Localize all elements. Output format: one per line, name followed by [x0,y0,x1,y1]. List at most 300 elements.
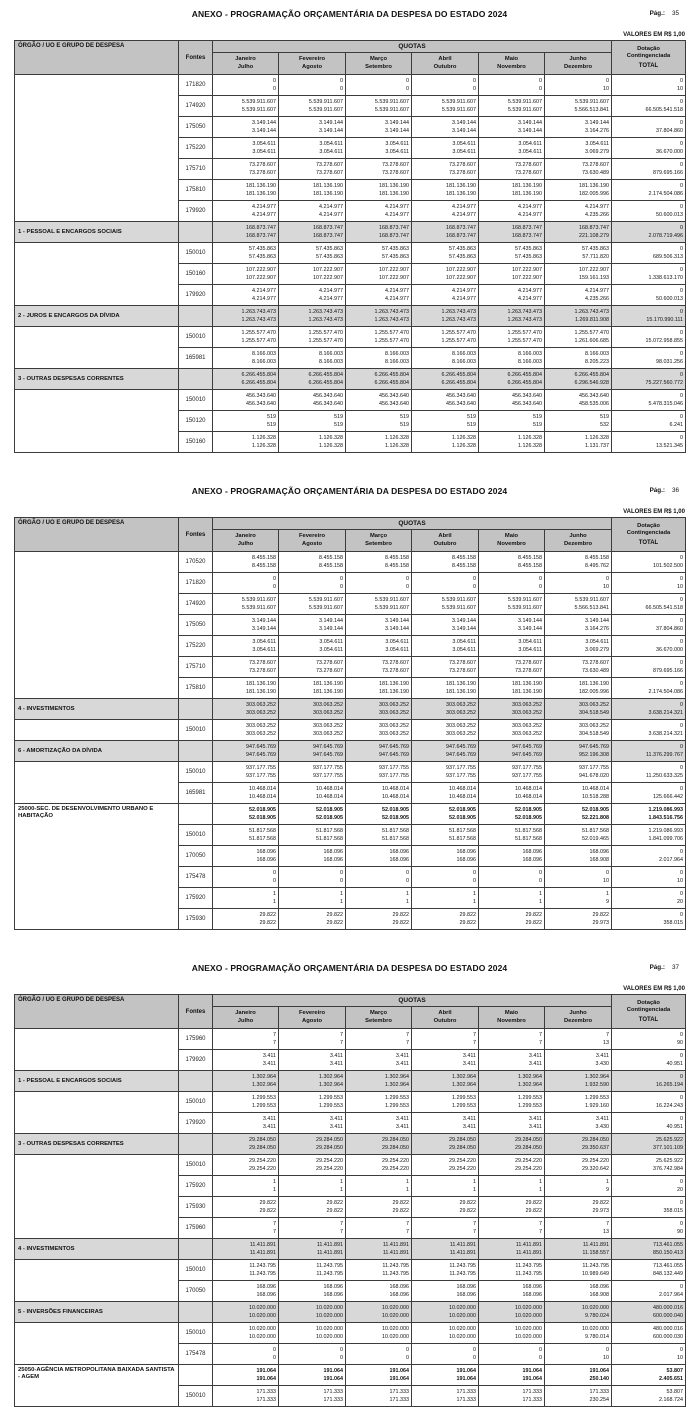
fonte-cell: 150010 [179,825,213,846]
dotacao-total-cell: 0 125.666.442 [612,783,686,804]
quota-cell: 168.096 168.096 [479,846,545,867]
fonte-cell [179,699,213,720]
quota-cell: 171.333 171.333 [213,1386,279,1407]
dotacao-total-cell: 713.461.055 850.150.413 [612,1239,686,1260]
dotacao-total-cell: 0 66.505.541.518 [612,96,686,117]
quota-cell: 519 532 [545,411,612,432]
quota-cell: 1.126.328 1.131.737 [545,432,612,453]
quota-cell: 1.302.964 1.302.964 [479,1071,545,1092]
quota-cell: 191.064 191.064 [279,1365,346,1386]
quota-cell: 10.020.000 10.020.000 [479,1302,545,1323]
quota-cell: 5.539.911.607 5.539.911.607 [279,96,346,117]
quota-cell: 303.063.252 303.063.252 [346,720,412,741]
fonte-cell: 175478 [179,867,213,888]
fonte-cell: 175960 [179,1218,213,1239]
orgao-empty-cell [15,1029,179,1071]
quota-cell: 171.333 171.333 [412,1386,479,1407]
quota-cell: 3.149.144 3.149.144 [213,615,279,636]
dotacao-total-cell: 0 3.638.214.321 [612,699,686,720]
quota-cell: 7 7 [412,1218,479,1239]
orgao-empty-cell [15,1323,179,1365]
quota-cell: 1.302.964 1.302.964 [279,1071,346,1092]
dotacao-total-cell: 0 16.224.243 [612,1092,686,1113]
quota-cell: 29.284.050 29.284.050 [412,1134,479,1155]
dotacao-total-cell: 0 90 [612,1029,686,1050]
quota-cell: 7 7 [213,1029,279,1050]
quota-cell: 1.255.577.470 1.255.577.470 [412,327,479,348]
quota-cell: 10.020.000 10.020.000 [213,1302,279,1323]
group-label-cell: 1 - PESSOAL E ENCARGOS SOCIAIS [15,1071,179,1092]
quota-cell: 1.126.328 1.126.328 [346,432,412,453]
quota-cell: 5.539.911.607 5.566.513.841 [545,594,612,615]
quota-cell: 5.539.911.607 5.539.911.607 [479,594,545,615]
quota-cell: 168.873.747 168.873.747 [412,222,479,243]
quota-cell: 10.468.014 10.468.014 [279,783,346,804]
quota-cell: 5.539.911.607 5.539.911.607 [213,594,279,615]
quota-cell: 1.255.577.470 1.255.577.470 [213,327,279,348]
fonte-cell: 175220 [179,138,213,159]
total-label: TOTAL [638,539,659,546]
quota-cell: 947.645.769 952.196.308 [545,741,612,762]
quota-cell: 0 0 [479,573,545,594]
quota-cell: 181.136.190 181.136.190 [346,180,412,201]
anexo-section [0,0,699,453]
quota-cell: 0 10 [545,573,612,594]
month-column-header: Abril Outubro [412,1007,479,1029]
dotacao-total-cell: 0 15.072.958.855 [612,327,686,348]
quota-cell: 0 0 [346,867,412,888]
org-row [15,1365,686,1386]
quota-cell: 0 0 [213,867,279,888]
quota-cell: 29.822 29.822 [346,1197,412,1218]
quota-cell: 57.435.863 57.435.863 [412,243,479,264]
quota-cell: 8.455.158 8.455.158 [412,552,479,573]
month-column-header: Fevereiro Agosto [279,53,346,75]
quota-cell: 0 0 [279,1344,346,1365]
dotacao-total-cell: 480.000.016 600.000.030 [612,1323,686,1344]
quota-cell: 10.020.000 9.780.014 [545,1323,612,1344]
quota-cell: 11.411.891 11.411.891 [412,1239,479,1260]
quota-cell: 519 519 [479,411,545,432]
quota-cell: 3.411 3.411 [412,1050,479,1071]
quota-cell: 11.411.891 11.411.891 [479,1239,545,1260]
quota-cell: 3.149.144 3.164.276 [545,117,612,138]
quota-cell: 1 1 [479,1176,545,1197]
orgao-column-header: ÓRGÃO / UO E GRUPO DE DESPESA [15,41,179,75]
quota-cell: 8.455.158 8.495.762 [545,552,612,573]
dotacao-total-cell: 1.219.086.993 1.843.516.756 [612,804,686,825]
dotacao-total-cell: 0 2.017.964 [612,1281,686,1302]
quota-cell: 10.468.014 10.468.014 [479,783,545,804]
quota-cell: 57.435.863 57.711.820 [545,243,612,264]
quota-cell: 107.222.907 159.161.193 [545,264,612,285]
fonte-cell [179,222,213,243]
fonte-cell: 171820 [179,573,213,594]
quota-cell: 171.333 171.333 [279,1386,346,1407]
quota-cell: 0 10 [545,867,612,888]
quota-cell: 171.333 171.333 [346,1386,412,1407]
fonte-cell: 165981 [179,348,213,369]
quota-cell: 3.149.144 3.149.144 [279,117,346,138]
fonte-cell: 150010 [179,762,213,783]
dotacao-total-cell: 0 11.376.299.767 [612,741,686,762]
month-column-header: Março Setembro [346,530,412,552]
quota-cell: 73.278.607 73.278.607 [346,159,412,180]
quota-cell: 107.222.907 107.222.907 [213,264,279,285]
quota-cell: 29.822 29.973 [545,909,612,930]
quota-cell: 52.018.905 52.018.905 [346,804,412,825]
dotacao-total-cell: 0 90 [612,1218,686,1239]
quota-cell: 0 0 [346,75,412,96]
fonte-cell: 150010 [179,390,213,411]
values-note: VALORES EM R$ 1,00 [623,32,685,38]
quota-cell: 4.214.977 4.214.977 [479,201,545,222]
table-row [15,390,686,411]
quota-cell: 5.539.911.607 5.539.911.607 [479,96,545,117]
quota-cell: 181.136.190 181.136.190 [412,678,479,699]
quota-cell: 107.222.907 107.222.907 [279,264,346,285]
dotacao-total-cell: 0 879.695.166 [612,159,686,180]
quota-cell: 29.284.050 29.284.050 [479,1134,545,1155]
fonte-cell: 170050 [179,846,213,867]
quota-cell: 1.299.553 1.299.553 [412,1092,479,1113]
budget-table [14,994,686,1407]
quota-cell: 519 519 [213,411,279,432]
quota-cell: 8.166.003 8.166.003 [479,348,545,369]
fonte-cell: 175930 [179,909,213,930]
table-row [15,1092,686,1113]
quota-cell: 456.343.640 456.343.640 [412,390,479,411]
quota-cell: 4.214.977 4.214.977 [412,285,479,306]
quota-cell: 57.435.863 57.435.863 [279,243,346,264]
quota-cell: 168.096 168.096 [479,1281,545,1302]
quota-cell: 168.096 168.096 [213,846,279,867]
quota-cell: 519 519 [279,411,346,432]
quota-cell: 52.018.905 52.018.905 [479,804,545,825]
quota-cell: 11.411.891 11.411.891 [279,1239,346,1260]
quota-cell: 303.063.252 303.063.252 [346,699,412,720]
quota-cell: 168.096 168.096 [346,1281,412,1302]
dotacao-total-cell: 0 37.804.860 [612,615,686,636]
quota-cell: 181.136.190 181.136.190 [479,678,545,699]
quota-cell: 181.136.190 181.136.190 [346,678,412,699]
fonte-cell: 150010 [179,327,213,348]
quota-cell: 3.149.144 3.149.144 [479,615,545,636]
month-column-header: Março Setembro [346,53,412,75]
quota-cell: 57.435.863 57.435.863 [479,243,545,264]
quota-cell: 73.278.607 73.278.607 [412,657,479,678]
quota-cell: 10.020.000 10.020.000 [412,1323,479,1344]
month-column-header: Junho Dezembro [545,53,612,75]
quota-cell: 303.063.252 303.063.252 [279,699,346,720]
fonte-cell: 179920 [179,1113,213,1134]
quota-cell: 3.149.144 3.149.144 [346,117,412,138]
dotacao-total-cell: 53.807 2.168.724 [612,1386,686,1407]
quota-cell: 1.302.964 1.302.964 [412,1071,479,1092]
dotacao-line2: Contingenciada [626,52,671,59]
quota-cell: 1 1 [279,1176,346,1197]
quota-cell: 3.054.611 3.054.611 [279,636,346,657]
table-row [15,1323,686,1344]
quota-cell: 3.411 3.411 [213,1113,279,1134]
month-column-header: Junho Dezembro [545,1007,612,1029]
org-label-cell: 25050-AGÊNCIA METROPOLITANA BAIXADA SANTISTA - AGEM [15,1365,179,1407]
quota-cell: 29.284.050 29.284.050 [279,1134,346,1155]
quota-cell: 3.149.144 3.149.144 [412,117,479,138]
quota-cell: 168.096 168.908 [545,846,612,867]
org-row [15,804,686,825]
page-number: 37 [671,964,679,971]
quota-cell: 0 0 [412,1344,479,1365]
quota-cell: 168.873.747 168.873.747 [279,222,346,243]
quota-cell: 4.214.977 4.214.977 [213,201,279,222]
fonte-cell: 175930 [179,1197,213,1218]
fonte-cell: 170050 [179,1281,213,1302]
page-label: Pág.: [649,487,665,494]
quota-cell: 1.299.553 1.929.160 [545,1092,612,1113]
dotacao-line1: Dotação [637,522,660,529]
quota-cell: 3.411 3.411 [479,1113,545,1134]
quota-cell: 107.222.907 107.222.907 [479,264,545,285]
quota-cell: 3.054.611 3.054.611 [479,636,545,657]
fontes-column-header: Fontes [179,41,213,75]
quota-cell: 1.263.743.473 1.263.743.473 [213,306,279,327]
quota-cell: 937.177.755 937.177.755 [346,762,412,783]
quota-cell: 51.817.568 51.817.568 [279,825,346,846]
quota-cell: 4.214.977 4.235.266 [545,285,612,306]
quota-cell: 7 13 [545,1029,612,1050]
quota-cell: 1 9 [545,888,612,909]
quota-cell: 8.166.003 8.205.223 [545,348,612,369]
quota-cell: 303.063.252 303.063.252 [213,699,279,720]
quota-cell: 1.126.328 1.126.328 [213,432,279,453]
dotacao-total-cell: 0 2.174.504.086 [612,678,686,699]
quota-cell: 3.054.611 3.054.611 [412,636,479,657]
fontes-column-header: Fontes [179,995,213,1029]
budget-table [14,40,686,453]
quota-cell: 5.539.911.607 5.539.911.607 [279,594,346,615]
quota-cell: 11.243.795 10.989.649 [545,1260,612,1281]
quota-cell: 3.149.144 3.149.144 [479,117,545,138]
quota-cell: 0 0 [279,867,346,888]
page-indicator [650,10,679,17]
quota-cell: 6.266.455.804 6.266.455.804 [412,369,479,390]
table-row [15,720,686,741]
dotacao-total-cell: 0 16.265.194 [612,1071,686,1092]
orgao-empty-cell [15,327,179,369]
table-row [15,243,686,264]
quota-cell: 4.214.977 4.214.977 [213,285,279,306]
quota-cell: 10.468.014 10.468.014 [213,783,279,804]
fonte-cell: 175050 [179,615,213,636]
fonte-cell: 175810 [179,180,213,201]
group-label-cell: 6 - AMORTIZAÇÃO DA DÍVIDA [15,741,179,762]
fonte-cell [179,804,213,825]
quota-cell: 4.214.977 4.214.977 [479,285,545,306]
page-title: ANEXO - PROGRAMAÇÃO ORÇAMENTÁRIA DA DESPESA DO ESTADO 2024 [191,963,508,973]
quota-cell: 3.149.144 3.149.144 [213,117,279,138]
fonte-cell: 150010 [179,243,213,264]
orgao-empty-cell [15,762,179,804]
dotacao-total-cell: 0 36.670.000 [612,138,686,159]
orgao-empty-cell [15,720,179,741]
dotacao-total-cell: 0 689.506.313 [612,243,686,264]
quota-cell: 171.333 171.333 [479,1386,545,1407]
quota-cell: 191.064 191.064 [412,1365,479,1386]
quota-cell: 937.177.755 937.177.755 [412,762,479,783]
quota-cell: 1 1 [479,888,545,909]
quota-cell: 3.054.611 3.069.279 [545,636,612,657]
dotacao-total-cell: 0 20 [612,1176,686,1197]
quota-cell: 3.411 3.411 [479,1050,545,1071]
quota-cell: 0 0 [279,573,346,594]
section-header [0,954,699,978]
quota-cell: 519 519 [346,411,412,432]
month-column-header: Maio Novembro [479,1007,545,1029]
dotacao-total-cell: 25.625.922 376.742.984 [612,1155,686,1176]
dotacao-total-cell: 0 15.170.990.111 [612,306,686,327]
dotacao-column-header [612,995,686,1029]
quota-cell: 107.222.907 107.222.907 [412,264,479,285]
quota-cell: 191.064 191.064 [346,1365,412,1386]
fonte-cell: 150010 [179,1386,213,1407]
fonte-cell [179,1365,213,1386]
quota-cell: 7 7 [346,1029,412,1050]
quota-cell: 3.411 3.411 [412,1113,479,1134]
quota-cell: 0 0 [213,573,279,594]
quota-cell: 181.136.190 182.005.996 [545,180,612,201]
fonte-cell: 179920 [179,201,213,222]
quota-cell: 3.411 3.430 [545,1050,612,1071]
fonte-cell [179,1134,213,1155]
fonte-cell: 150010 [179,1155,213,1176]
quota-cell: 1 1 [279,888,346,909]
page-number: 36 [671,487,679,494]
quota-cell: 10.020.000 10.020.000 [213,1323,279,1344]
quota-cell: 937.177.755 937.177.755 [213,762,279,783]
quota-cell: 52.018.905 52.018.905 [279,804,346,825]
month-column-header: Janeiro Julho [213,53,279,75]
total-label: TOTAL [638,62,659,69]
quota-cell: 303.063.252 303.063.252 [412,720,479,741]
dotacao-line1: Dotação [637,45,660,52]
quota-cell: 1.299.553 1.299.553 [213,1092,279,1113]
orgao-empty-cell [15,1092,179,1134]
quota-cell: 191.064 250.140 [545,1365,612,1386]
quota-cell: 29.254.220 29.254.220 [213,1155,279,1176]
quota-cell: 3.054.611 3.054.611 [213,138,279,159]
dotacao-total-cell: 0 6.241 [612,411,686,432]
quota-cell: 168.096 168.096 [213,1281,279,1302]
quota-cell: 51.817.568 51.817.568 [213,825,279,846]
month-column-header: Maio Novembro [479,53,545,75]
quota-cell: 1.126.328 1.126.328 [479,432,545,453]
fonte-cell: 150010 [179,720,213,741]
dotacao-total-cell: 0 98.031.256 [612,348,686,369]
quota-cell: 5.539.911.607 5.539.911.607 [346,594,412,615]
quota-cell: 8.455.158 8.455.158 [479,552,545,573]
dotacao-total-cell: 0 40.951 [612,1050,686,1071]
quota-cell: 52.018.905 52.018.905 [213,804,279,825]
quota-cell: 4.214.977 4.235.266 [545,201,612,222]
group-row [15,699,686,720]
quota-cell: 4.214.977 4.214.977 [346,201,412,222]
fontes-column-header: Fontes [179,518,213,552]
quota-cell: 29.822 29.822 [479,909,545,930]
quota-cell: 5.539.911.607 5.539.911.607 [346,96,412,117]
quota-cell: 11.243.795 11.243.795 [479,1260,545,1281]
fonte-cell: 175920 [179,1176,213,1197]
section-header [0,0,699,24]
quota-cell: 303.063.252 303.063.252 [213,720,279,741]
quota-cell: 11.411.891 11.411.891 [213,1239,279,1260]
dotacao-total-cell: 0 10 [612,75,686,96]
group-label-cell: 1 - PESSOAL E ENCARGOS SOCIAIS [15,222,179,243]
group-row [15,741,686,762]
fonte-cell [179,306,213,327]
fonte-cell: 179920 [179,285,213,306]
values-note: VALORES EM R$ 1,00 [623,509,685,515]
quota-cell: 73.278.607 73.278.607 [412,159,479,180]
quota-cell: 10.468.014 10.468.014 [346,783,412,804]
quota-cell: 181.136.190 181.136.190 [213,180,279,201]
group-label-cell: 4 - INVESTIMENTOS [15,1239,179,1260]
quota-cell: 1.255.577.470 1.255.577.470 [279,327,346,348]
section-header [0,477,699,501]
dotacao-total-cell: 0 3.638.214.321 [612,720,686,741]
anexo-section [0,477,699,930]
page-title: ANEXO - PROGRAMAÇÃO ORÇAMENTÁRIA DA DESPESA DO ESTADO 2024 [191,9,508,19]
quota-cell: 29.822 29.973 [545,1197,612,1218]
quota-cell: 29.284.050 29.284.050 [346,1134,412,1155]
quota-cell: 3.411 3.411 [346,1050,412,1071]
quota-cell: 937.177.755 937.177.755 [279,762,346,783]
dotacao-total-cell: 713.461.055 848.132.449 [612,1260,686,1281]
quota-cell: 947.645.769 947.645.769 [412,741,479,762]
quota-cell: 51.817.568 52.019.465 [545,825,612,846]
group-row [15,1134,686,1155]
dotacao-total-cell: 0 10 [612,867,686,888]
fonte-cell: 175478 [179,1344,213,1365]
quota-cell: 57.435.863 57.435.863 [213,243,279,264]
quota-cell: 3.149.144 3.149.144 [412,615,479,636]
dotacao-total-cell: 0 40.951 [612,1113,686,1134]
month-column-header: Maio Novembro [479,530,545,552]
quota-cell: 29.822 29.822 [346,909,412,930]
dotacao-total-cell: 480.000.016 600.000.040 [612,1302,686,1323]
quota-cell: 6.266.455.804 6.266.455.804 [346,369,412,390]
table-row [15,762,686,783]
group-row [15,1071,686,1092]
quota-cell: 7 13 [545,1218,612,1239]
quota-cell: 4.214.977 4.214.977 [279,285,346,306]
group-label-cell: 3 - OUTRAS DESPESAS CORRENTES [15,369,179,390]
group-label-cell: 3 - OUTRAS DESPESAS CORRENTES [15,1134,179,1155]
quota-cell: 1.302.964 1.302.964 [346,1071,412,1092]
quota-cell: 181.136.190 182.005.996 [545,678,612,699]
dotacao-total-cell: 0 358.015 [612,909,686,930]
dotacao-total-cell: 0 879.695.166 [612,657,686,678]
group-row [15,369,686,390]
quota-cell: 456.343.640 458.535.006 [545,390,612,411]
dotacao-total-cell: 0 10 [612,1344,686,1365]
quota-cell: 29.822 29.822 [412,1197,479,1218]
quota-cell: 456.343.640 456.343.640 [279,390,346,411]
fonte-cell: 174920 [179,594,213,615]
quota-cell: 0 10 [545,75,612,96]
quota-cell: 29.822 29.822 [412,909,479,930]
quota-cell: 7 7 [346,1218,412,1239]
